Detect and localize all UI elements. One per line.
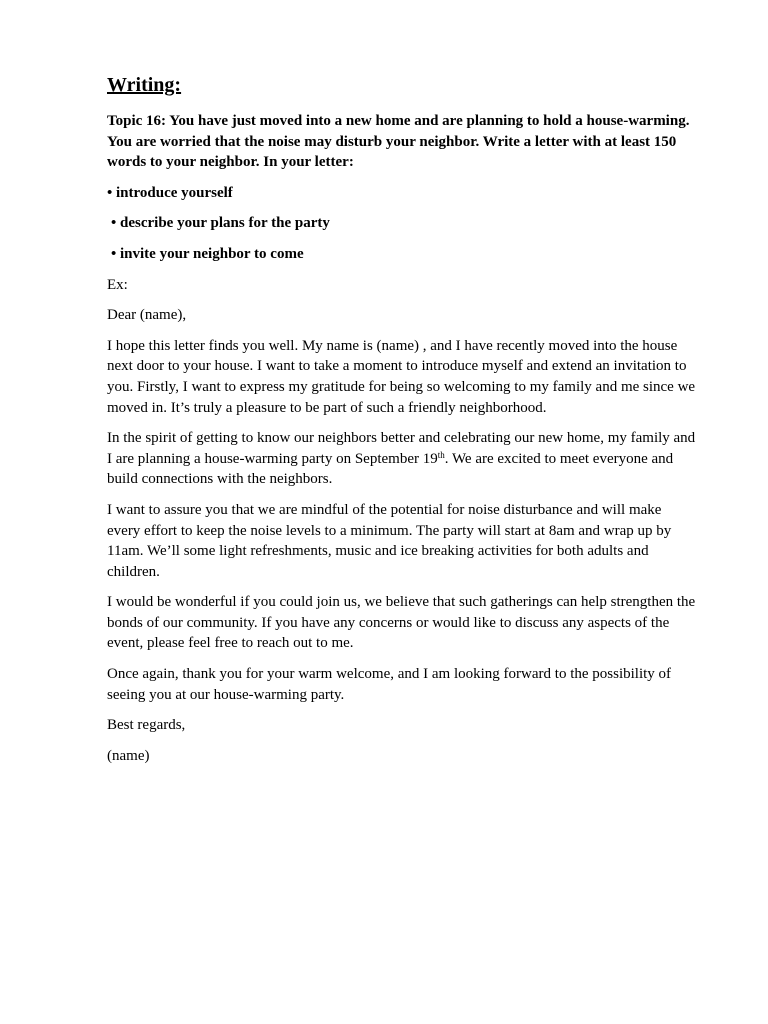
example-label: Ex: xyxy=(107,276,128,293)
section-heading: Writing: xyxy=(107,74,182,96)
ordinal-suffix: th xyxy=(437,449,445,460)
letter-signature: (name) xyxy=(107,747,150,764)
letter-paragraph-5: Once again, thank you for your warm welcome, and I am looking forward to the possibility of seeing you at our house-warming party. xyxy=(107,666,672,703)
letter-paragraph-2-start: In the spirit of getting to know our neighbors better and celebrating our new home, my family and I are planning a house-warming party on September 19 xyxy=(107,430,696,467)
letter-paragraph-1: I hope this letter finds you well. My name is (name) , and I have recently moved into the house next door to your house. I want to take a moment to introduce myself and extend an invitation to you. Firstly, I want to express my gratitude for being so welcoming to my family and me since we moved in. It’s truly a pleasure to be part of such a friendly neighborhood. xyxy=(107,337,696,416)
topic-prompt: Topic 16: You have just moved into a new home and are planning to hold a house-warming. You are worried that the noise may disturb your neighbor. Write a letter with at least 150 words to your neighbor. In your letter: xyxy=(107,113,690,171)
letter-closing: Best regards, xyxy=(107,717,186,734)
document-page xyxy=(107,72,697,776)
letter-paragraph-3: I want to assure you that we are mindful of the potential for noise disturbance and will make every effort to keep the noise levels to a minimum. The party will start at 8am and wrap up by 11am. We’ll some light refreshments, music and ice breaking activities for both adults and children. xyxy=(107,501,672,580)
letter-paragraph-2-end: . We are excited to meet everyone and build connections with the neighbors. xyxy=(107,450,674,488)
bullet-introduce: • introduce yourself xyxy=(107,184,233,201)
bullet-invite: • invite your neighbor to come xyxy=(111,245,304,262)
letter-salutation: Dear (name), xyxy=(107,307,187,324)
letter-paragraph-2 xyxy=(107,428,697,490)
bullet-describe: • describe your plans for the party xyxy=(111,215,330,232)
letter-paragraph-4: I would be wonderful if you could join us, we believe that such gatherings can help strengthen the bonds of our community. If you have any concerns or would like to discuss any aspects of the event, please feel free to reach out to me. xyxy=(107,594,696,652)
